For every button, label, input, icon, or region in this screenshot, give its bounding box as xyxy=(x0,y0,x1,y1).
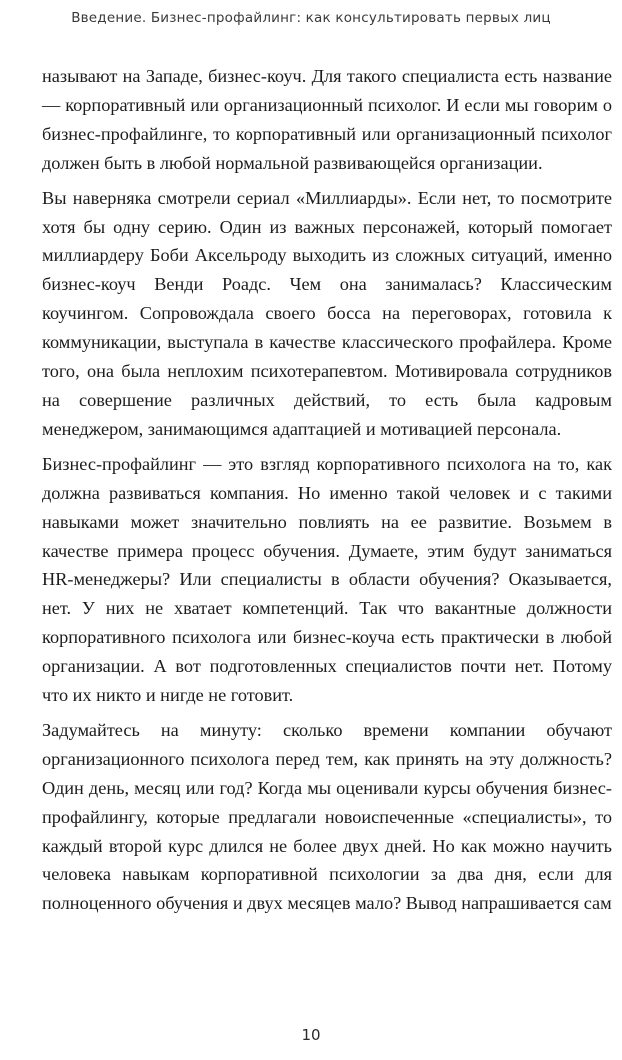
paragraph-4: Задумайтесь на минуту: сколько времени компании обучают организационного психолога перед тем, как принять на эту должность? Один день, месяц или год? Когда мы оценивали курсы обучения бизнес-профайлингу, которые предлагали новоиспеченные «специалисты», то каждый второй курс длился не более двух дней. Но как можно научить человека навыкам корпоративной психологии за два дня, если для полноценного обучения и двух месяцев мало? Вывод напрашивается сам xyxy=(42,719,612,914)
paragraph-1: называют на Западе, бизнес-коуч. Для такого специалиста есть название — корпоративный или организационный психолог. И если мы говорим о бизнес-профайлинге, то корпоративный или организационный психолог должен быть в любой нормальной развивающейся организации. xyxy=(42,66,612,173)
paragraph-2: Вы наверняка смотрели сериал «Миллиарды». Если нет, то посмотрите хотя бы одну серию. Один из важных персонажей, который помогает миллиардеру Боби Аксельроду выходить из сложных ситуаций, именно бизнес-коуч Венди Роадс. Чем она занималась? Классическим коучингом. Сопровождала своего босса на переговорах, готовила к коммуникации, выступала в качестве классического профайлера. Кроме того, она была неплохим психотерапевтом. Мотивировала сотрудников на совершение различных действий, то есть была кадровым менеджером, занимающимся адаптацией и мотивацией персонала. xyxy=(42,187,612,439)
running-header: Введение. Бизнес-профайлинг: как консультировать первых лиц xyxy=(71,10,551,26)
paragraph-3: Бизнес-профайлинг — это взгляд корпоративного психолога на то, как должна развиваться компания. Но именно такой человек и с такими навыками может значительно повлиять на ее развитие. Возьмем в качестве примера процесс обучения. Думаете, этим будут заниматься HR-менеджеры? Или специалисты в области обучения? Оказывается, нет. У них не хватает компетенций. Так что вакантные должности корпоративного психолога или бизнес-коуча есть практически в любой организации. А вот подготовленных специалистов почти нет. Потому что их никто и нигде не готовит. xyxy=(42,453,612,706)
page-number: 10 xyxy=(301,1026,321,1044)
page-body xyxy=(42,62,612,924)
